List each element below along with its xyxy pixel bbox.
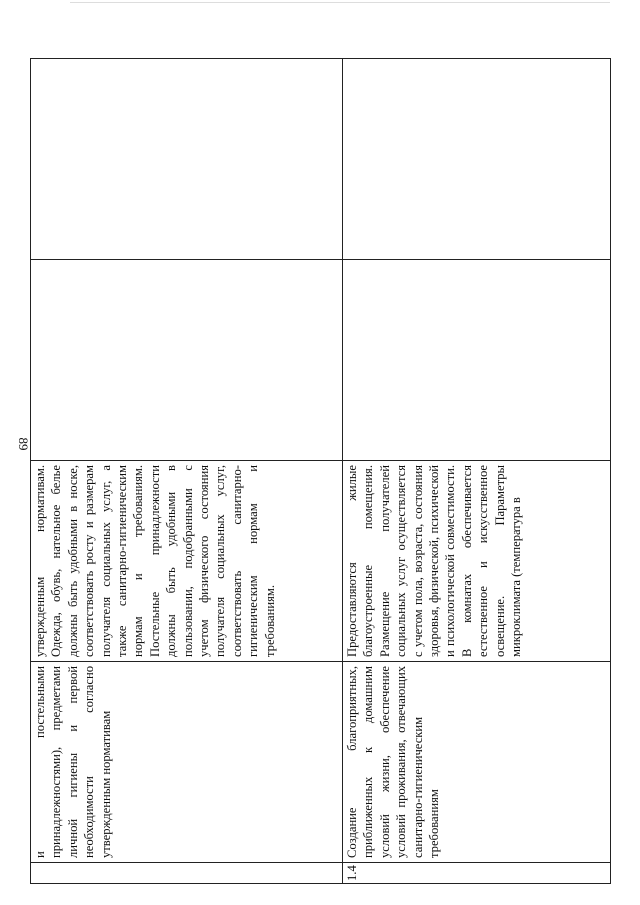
- scan-edge-mark: [70, 2, 610, 3]
- empty-cell: [343, 59, 611, 260]
- table-row: [343, 59, 611, 884]
- row-number-cell: [31, 863, 343, 884]
- description-cell: утвержденным нормативам. Одежда, обувь, нательное белье должны быть удобными в носке, соответствовать росту и размерам получателя социальных услуг, а также санитарно-гигиеническим нормам и требованиям. Постельные принадлежности должны быть удобными в пользовании, подобранными с учетом физического состояния получателя социальных услуг, соответствовать санитарно-гигиеническим нормам и требованиям.: [31, 461, 343, 662]
- row-number-cell: 1.4: [343, 863, 611, 884]
- empty-cell: [31, 59, 343, 260]
- rotated-table-wrapper: [30, 74, 610, 884]
- description-cell: Предоставляются жилые благоустроенные помещения. Размещение получателей социальных услуг осуществляется с учетом пола, возраста, состояния здоровья, физической, психической и психологической совместимости. В комнатах обеспечивается естественное и искусственное освещение. Параметры микроклимата (температура в: [343, 461, 611, 662]
- service-name-cell: Создание благоприятных, приближенных к домашним условий жизни, обеспечение условий проживания, отвечающих санитарно-гигиеническим требованиям: [343, 662, 611, 863]
- table-row: [31, 59, 343, 884]
- page-number: 89: [16, 437, 31, 451]
- empty-cell: [31, 260, 343, 461]
- empty-cell: [343, 260, 611, 461]
- services-table: [30, 58, 611, 884]
- service-name-cell: и постельными принадлежностями), предметами личной гигиены и первой необходимости согласно утвержденным нормативам: [31, 662, 343, 863]
